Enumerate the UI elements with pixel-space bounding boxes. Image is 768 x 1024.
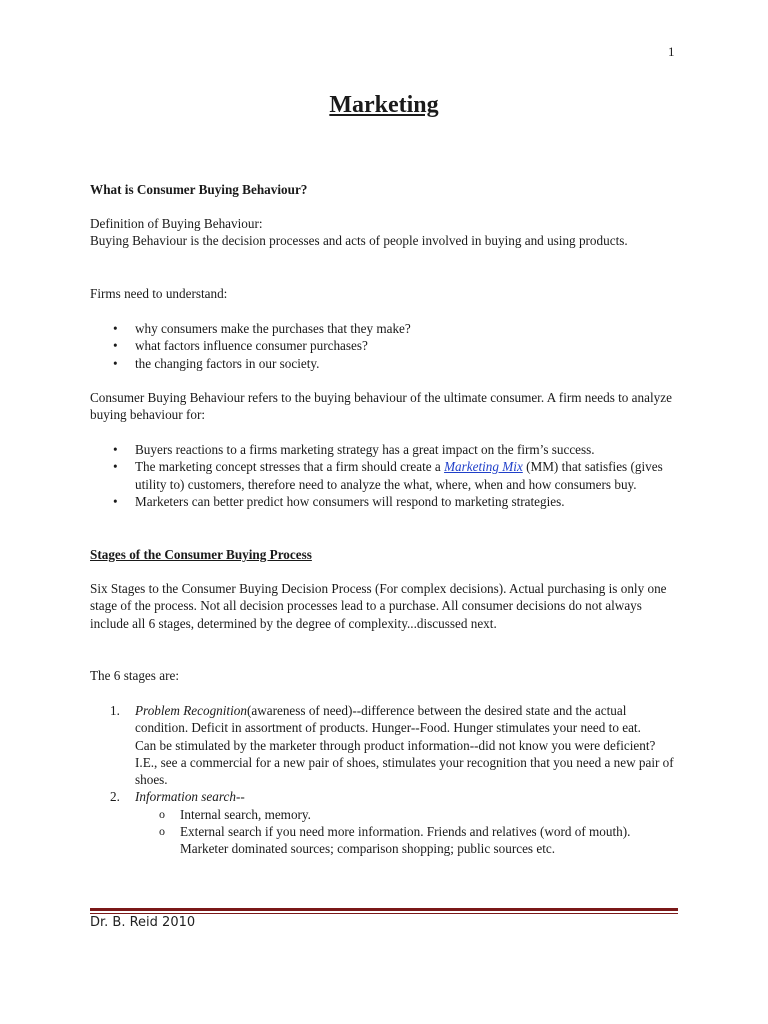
- bullet-text: The marketing concept stresses that a firm should create a: [135, 459, 445, 475]
- definition-label: Definition of Buying Behaviour:: [90, 216, 263, 231]
- stages-heading: Stages of the Consumer Buying Process: [90, 547, 312, 562]
- stages-paragraph: Six Stages to the Consumer Buying Decision Process (For complex decisions). Actual purchasing is only one stage of the process. Not all decision processes lead to a purchase. All consumer decisions do not always include all 6 stages, determined by the degree of complexity...discussed next.: [90, 581, 667, 631]
- footer-author: Dr. B. Reid 2010: [90, 915, 196, 930]
- stage-item: [90, 788, 680, 857]
- bullet-text: (MM) that satisfies (gives utility to) customers, therefore need to analyze the what, where, when and how consumers buy.: [135, 459, 663, 492]
- sub-item: o Internal search, memory.: [135, 806, 680, 823]
- stage-extra-text: Can be stimulated by the marketer through product information--did not know you were deficient? I.E., see a commercial for a new pair of shoes, stimulates your recognition that you need a new pair of shoes.: [135, 737, 674, 788]
- list-item: • the changing factors in our society.: [90, 355, 680, 372]
- stage-number: 1.: [110, 703, 120, 718]
- stage-term: Problem Recognition: [135, 703, 247, 718]
- stages-list: [90, 702, 680, 858]
- stage-number: 2.: [110, 789, 120, 805]
- stage-item: [90, 702, 680, 788]
- analyze-bullet-list: [90, 441, 680, 510]
- footer-divider: [90, 908, 678, 911]
- list-item: • Buyers reactions to a firms marketing strategy has a great impact on the firm’s success.: [90, 441, 680, 458]
- list-item: [90, 458, 680, 493]
- firms-bullet-list: [90, 320, 680, 372]
- page-title: Marketing: [329, 92, 439, 118]
- stage-text: (awareness of need)--difference between the desired state and the actual condition. Deficit in assortment of products. Hunger--Food. Hunger stimulates your need to eat.: [135, 703, 641, 736]
- marketing-mix-link[interactable]: Marketing Mix: [444, 459, 523, 475]
- sub-item: o External search if you need more information. Friends and relatives (word of mouth). Marketer dominated sources; comparison shopping; public sources etc.: [135, 823, 680, 858]
- sub-list: [135, 806, 680, 858]
- section-heading-consumer-buying: What is Consumer Buying Behaviour?: [90, 182, 308, 197]
- definition-block: [90, 215, 680, 250]
- list-item: • what factors influence consumer purchases?: [90, 337, 680, 354]
- definition-text: Buying Behaviour is the decision processes and acts of people involved in buying and using products.: [90, 233, 628, 249]
- list-item: • why consumers make the purchases that they make?: [90, 320, 680, 337]
- page-number: 1: [668, 44, 675, 59]
- stages-intro: The 6 stages are:: [90, 668, 179, 683]
- footer-divider-thin: [90, 913, 678, 914]
- cbb-paragraph: Consumer Buying Behaviour refers to the buying behaviour of the ultimate consumer. A firm needs to analyze buying behaviour for:: [90, 390, 672, 423]
- firms-intro: Firms need to understand:: [90, 286, 228, 301]
- stage-term: Information search--: [135, 789, 245, 805]
- list-item: • Marketers can better predict how consumers will respond to marketing strategies.: [90, 493, 680, 510]
